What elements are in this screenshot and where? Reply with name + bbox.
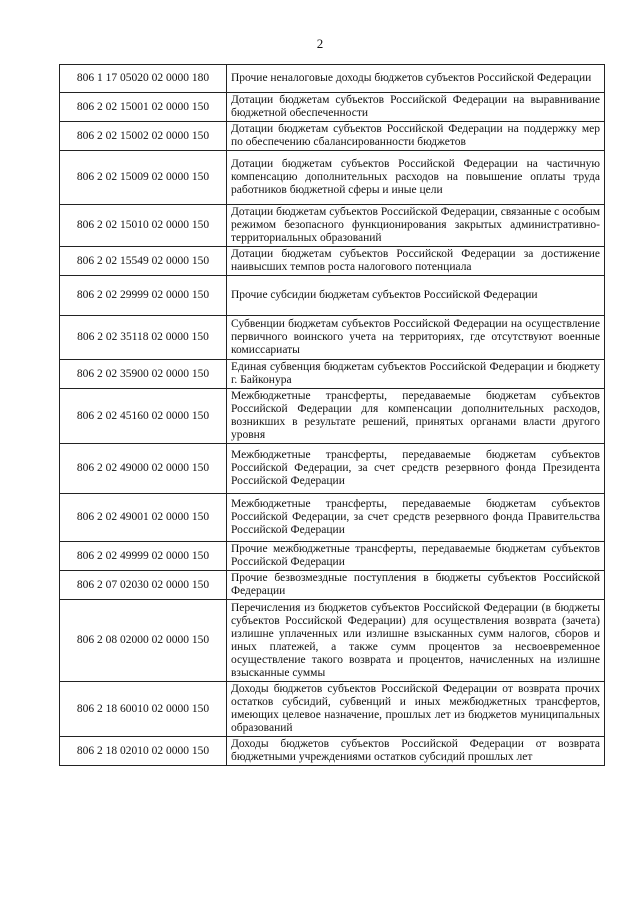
table-row [60,316,605,360]
table-row [60,600,605,682]
income-description-cell: Дотации бюджетам субъектов Российской Федерации на частичную компенсацию дополнительных расходов на повышение оплаты труда работников бюджетной сферы и иные цели [227,151,605,205]
income-description-cell: Единая субвенция бюджетам субъектов Российской Федерации и бюджету г. Байконура [227,360,605,389]
budget-code-cell: 806 2 02 29999 02 0000 150 [60,276,227,316]
income-description-cell: Межбюджетные трансферты, передаваемые бюджетам субъектов Российской Федерации для компенсации дополнительных расходов, возникших в результате решений, принятых органами власти другого уровня [227,389,605,444]
income-description-cell: Субвенции бюджетам субъектов Российской Федерации на осуществление первичного воинского учета на территориях, где отсутствуют военные комиссариаты [227,316,605,360]
budget-code-cell: 806 2 02 15549 02 0000 150 [60,247,227,276]
budget-code-cell: 806 2 08 02000 02 0000 150 [60,600,227,682]
income-description-cell: Прочие безвозмездные поступления в бюджеты субъектов Российской Федерации [227,571,605,600]
income-description-cell: Дотации бюджетам субъектов Российской Федерации на поддержку мер по обеспечению сбалансированности бюджетов [227,122,605,151]
table-row [60,247,605,276]
budget-codes-table [59,64,605,766]
table-row [60,494,605,542]
income-description-cell: Дотации бюджетам субъектов Российской Федерации на выравнивание бюджетной обеспеченности [227,93,605,122]
income-description-cell: Прочие неналоговые доходы бюджетов субъектов Российской Федерации [227,65,605,93]
table-row [60,737,605,766]
income-description-cell: Перечисления из бюджетов субъектов Российской Федерации (в бюджеты субъектов Российской Федерации) для осуществления возврата (зачета) излишне уплаченных или излишне взысканных сумм налогов, сборов и иных платежей, а также сумм процентов за несвоевременное осуществление такого возврата и процентов, начисленных на излишне взысканные суммы [227,600,605,682]
table-row [60,151,605,205]
page-number: 2 [316,36,324,51]
budget-code-cell: 806 2 02 45160 02 0000 150 [60,389,227,444]
table-row [60,65,605,93]
budget-code-cell: 806 2 02 15001 02 0000 150 [60,93,227,122]
table-row [60,571,605,600]
table-row [60,276,605,316]
income-description-cell: Межбюджетные трансферты, передаваемые бюджетам субъектов Российской Федерации, за счет средств резервного фонда Президента Российской Федерации [227,444,605,494]
budget-code-cell: 806 2 02 35118 02 0000 150 [60,316,227,360]
budget-code-cell: 806 2 07 02030 02 0000 150 [60,571,227,600]
table-row [60,542,605,571]
budget-code-cell: 806 2 18 02010 02 0000 150 [60,737,227,766]
table-row [60,205,605,247]
table-row [60,93,605,122]
table-row [60,389,605,444]
table-row [60,360,605,389]
table-body [60,65,605,766]
budget-code-cell: 806 2 18 60010 02 0000 150 [60,682,227,737]
budget-code-cell: 806 2 02 15010 02 0000 150 [60,205,227,247]
table-row [60,682,605,737]
income-description-cell: Доходы бюджетов субъектов Российской Федерации от возврата прочих остатков субсидий, субвенций и иных межбюджетных трансфертов, имеющих целевое назначение, прошлых лет из бюджетов муниципальных образований [227,682,605,737]
budget-code-cell: 806 2 02 15002 02 0000 150 [60,122,227,151]
income-description-cell: Прочие межбюджетные трансферты, передаваемые бюджетам субъектов Российской Федерации [227,542,605,571]
budget-code-cell: 806 2 02 35900 02 0000 150 [60,360,227,389]
budget-code-cell: 806 2 02 49000 02 0000 150 [60,444,227,494]
income-description-cell: Межбюджетные трансферты, передаваемые бюджетам субъектов Российской Федерации, за счет средств резервного фонда Правительства Российской Федерации [227,494,605,542]
budget-code-cell: 806 1 17 05020 02 0000 180 [60,65,227,93]
budget-code-cell: 806 2 02 49001 02 0000 150 [60,494,227,542]
income-description-cell: Дотации бюджетам субъектов Российской Федерации, связанные с особым режимом безопасного функционирования закрытых административно-территориальных образований [227,205,605,247]
income-description-cell: Доходы бюджетов субъектов Российской Федерации от возврата бюджетными учреждениями остатков субсидий прошлых лет [227,737,605,766]
table-row [60,444,605,494]
income-description-cell: Дотации бюджетам субъектов Российской Федерации за достижение наивысших темпов роста налогового потенциала [227,247,605,276]
budget-code-cell: 806 2 02 15009 02 0000 150 [60,151,227,205]
income-description-cell: Прочие субсидии бюджетам субъектов Российской Федерации [227,276,605,316]
table-row [60,122,605,151]
budget-code-cell: 806 2 02 49999 02 0000 150 [60,542,227,571]
